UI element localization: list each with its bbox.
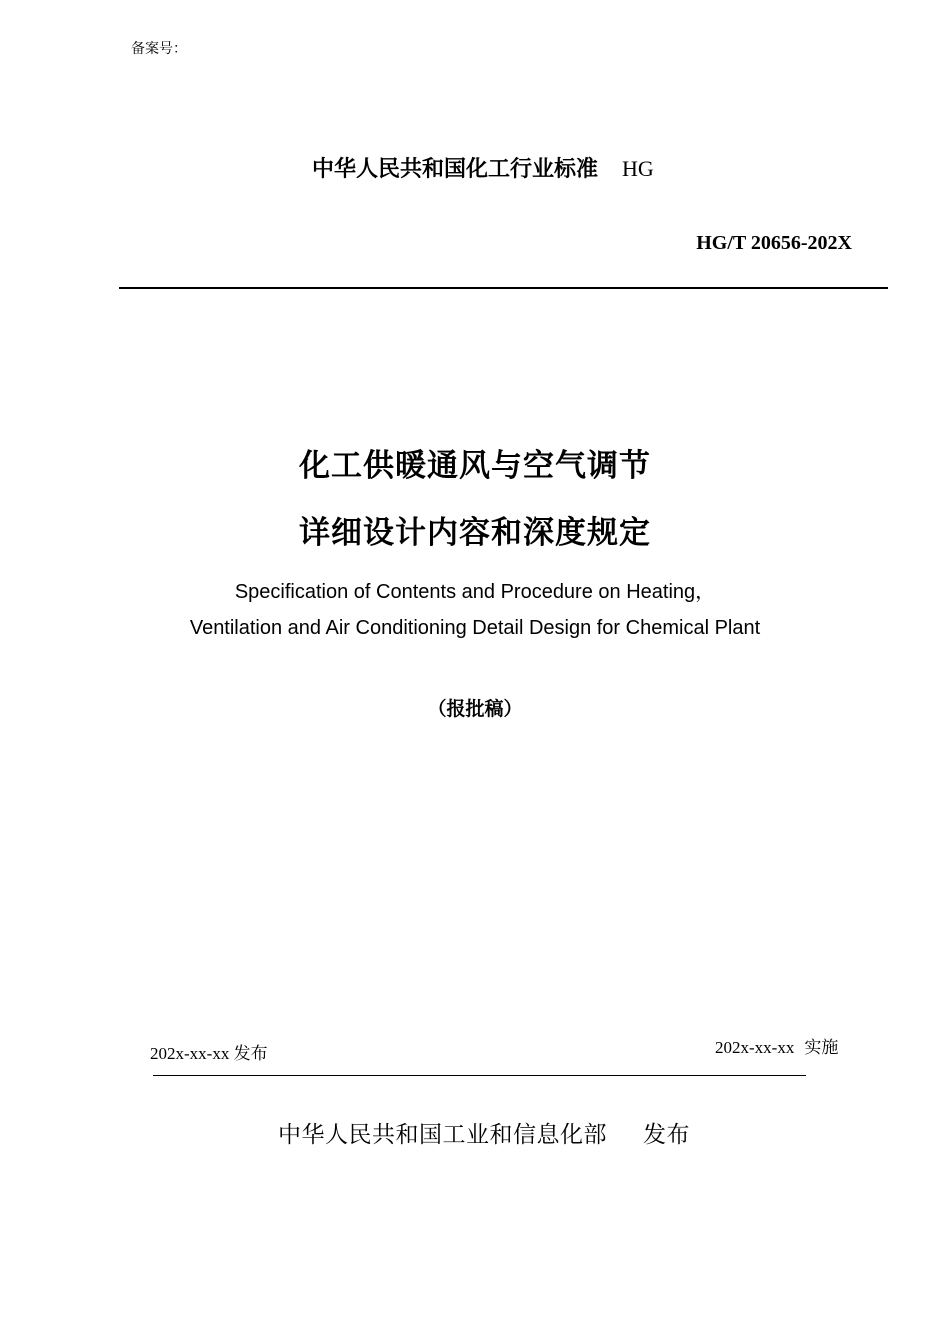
publisher-line bbox=[278, 1116, 690, 1149]
title-en-line1: Specification of Contents and Procedure on Heating， bbox=[234, 581, 716, 603]
implement-date: 202x-xx-xx bbox=[715, 1038, 795, 1057]
draft-status: （报批稿） bbox=[427, 698, 523, 720]
title-en-line2: Ventilation and Air Conditioning Detail Design for Chemical Plant bbox=[189, 617, 761, 639]
industry-standard-header bbox=[312, 152, 654, 183]
issue-date: 202x-xx-xx bbox=[150, 1044, 230, 1063]
publisher-action: 发布 bbox=[643, 1122, 690, 1148]
header-divider bbox=[119, 287, 888, 289]
title-zh-line2: 详细设计内容和深度规定 bbox=[299, 515, 651, 551]
title-zh-line1: 化工供暖通风与空气调节 bbox=[299, 448, 651, 484]
standard-number: HG/T 20656-202X bbox=[696, 232, 852, 254]
filing-number-label: 备案号： bbox=[131, 41, 187, 57]
issue-date-block bbox=[150, 1039, 268, 1064]
industry-standard-name: 中华人民共和国化工行业标准 bbox=[312, 157, 599, 182]
implement-date-block bbox=[715, 1033, 838, 1058]
issue-label: 发布 bbox=[233, 1044, 268, 1064]
footer-divider bbox=[153, 1075, 806, 1076]
publisher-name: 中华人民共和国工业和信息化部 bbox=[278, 1122, 607, 1148]
standard-code: HG bbox=[622, 156, 654, 181]
implement-label: 实施 bbox=[804, 1038, 839, 1058]
